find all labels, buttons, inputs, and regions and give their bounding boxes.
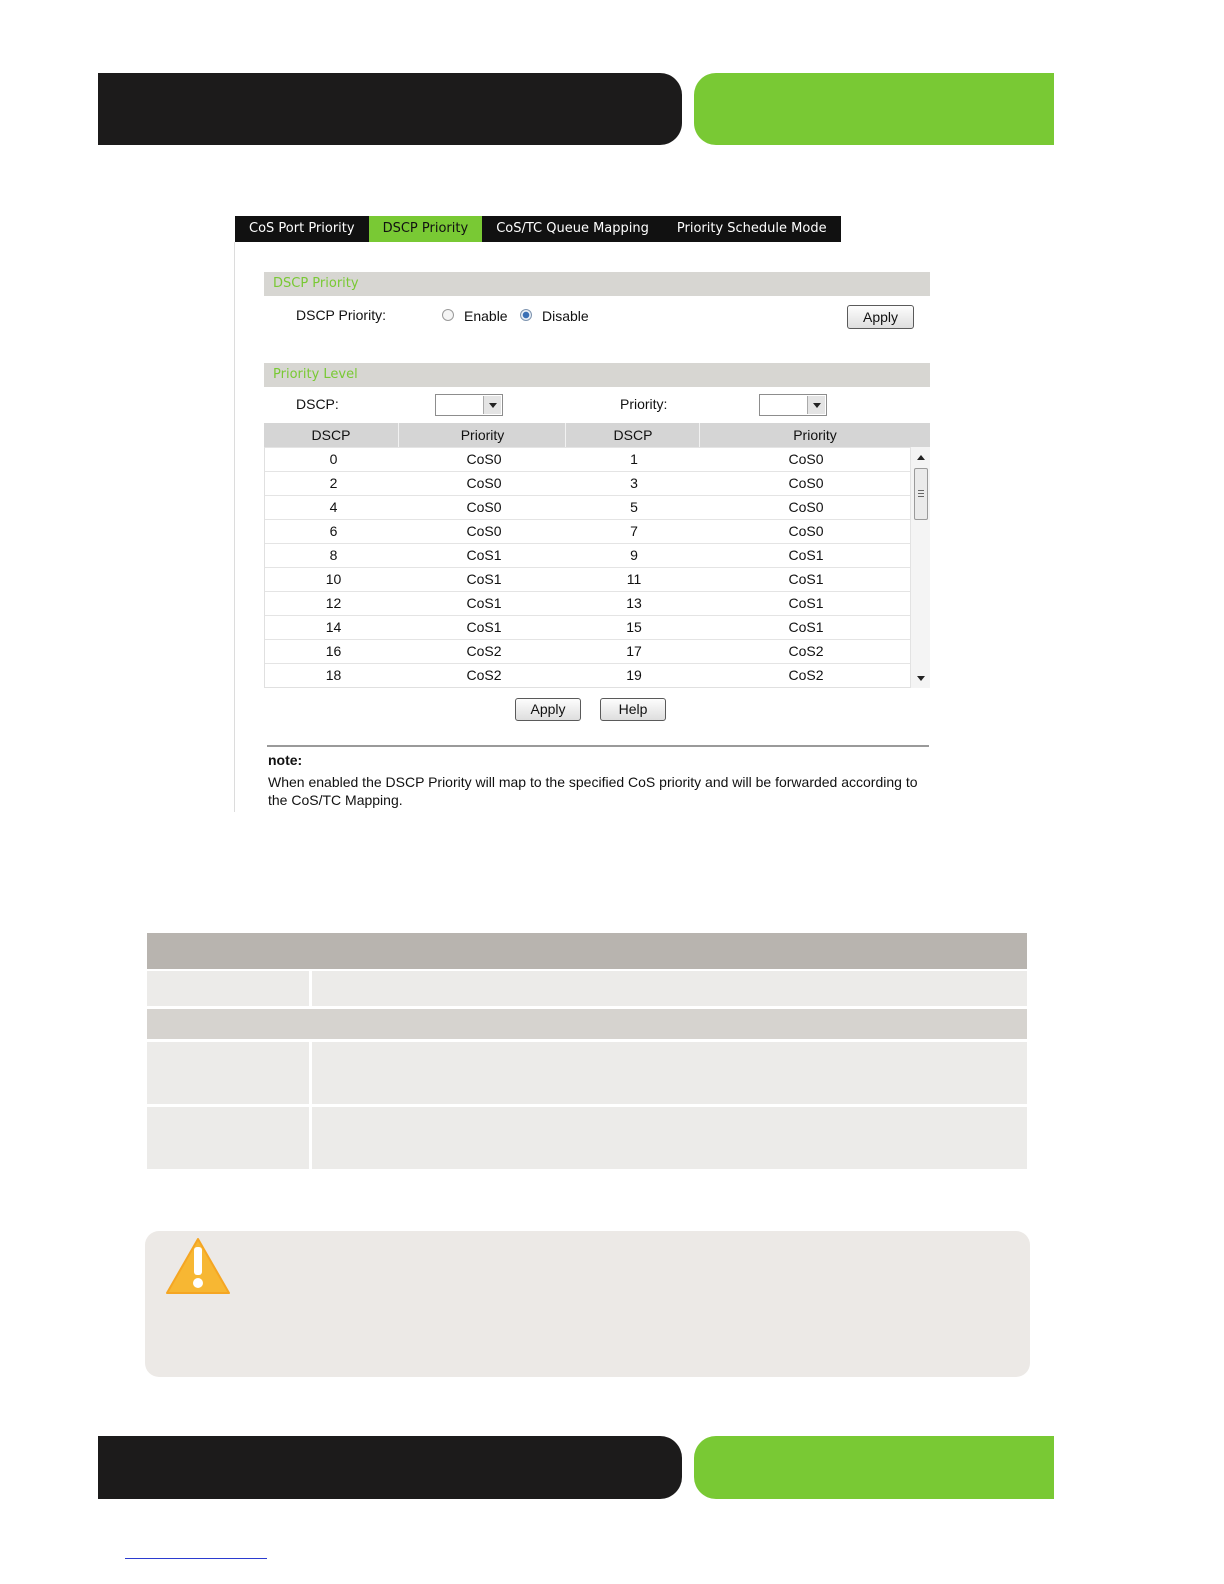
cell-dscp: 14 [325,619,342,635]
table-apply-button[interactable]: Apply [515,698,581,721]
table-row[interactable] [265,567,910,591]
header-banner-dark [98,73,682,145]
help-button[interactable]: Help [600,698,666,721]
cell-dscp: 0 [329,451,338,467]
dscp-table-body [264,447,910,688]
header-priority-2: Priority [793,427,837,443]
tab-cos-port-priority[interactable]: CoS Port Priority [249,221,355,236]
grip-line [918,490,924,491]
cell-dscp: 16 [325,643,342,659]
priority-select[interactable] [759,394,827,416]
grip-line [918,496,924,497]
cell-priority: CoS0 [466,523,502,539]
priority-select-label: Priority: [620,396,668,412]
enable-radio[interactable] [442,309,454,321]
cell-priority: CoS2 [788,667,824,683]
dscp-select-label: DSCP: [296,396,339,412]
cell-priority: CoS2 [466,667,502,683]
cell-priority: CoS1 [788,571,824,587]
table-scrollbar[interactable] [910,447,930,688]
cell-priority: CoS1 [788,619,824,635]
cell-priority: CoS1 [788,547,824,563]
chevron-down-icon[interactable] [483,396,501,414]
description-cell-value [312,1042,1027,1104]
footer-banner-dark [98,1436,682,1499]
cell-dscp: 18 [325,667,342,683]
cell-dscp: 5 [630,499,638,515]
disable-radio-label[interactable]: Disable [542,308,589,324]
tab-dscp-priority[interactable]: DSCP Priority [369,216,483,242]
description-cell-value [312,1107,1027,1169]
description-cell-label [147,1042,309,1104]
footer-link-underline[interactable] [125,1558,267,1559]
cell-dscp: 8 [329,547,338,563]
description-cell-value [312,971,1027,1006]
header-dscp-1: DSCP [311,427,351,443]
cell-priority: CoS0 [788,499,824,515]
footer-banner-green [694,1436,1054,1499]
dscp-priority-label: DSCP Priority: [296,307,386,323]
header-priority-1: Priority [460,427,505,443]
cell-priority: CoS1 [466,571,502,587]
cell-priority: CoS1 [788,595,824,611]
table-row[interactable] [265,591,910,615]
description-cell-label [147,1107,309,1169]
table-row[interactable] [265,519,910,543]
cell-dscp: 11 [626,571,642,587]
cell-dscp: 2 [329,475,338,491]
tab-cos-tc-queue-mapping[interactable]: CoS/TC Queue Mapping [496,221,649,236]
cell-priority: CoS0 [466,499,502,515]
cell-priority: CoS2 [466,643,502,659]
cell-priority: CoS0 [466,451,502,467]
cell-dscp: 3 [630,475,638,491]
description-table-header [147,933,1027,969]
note-text: When enabled the DSCP Priority will map to the specified CoS priority and will be forwarded according to the CoS/TC Mapping. [268,774,918,808]
note-divider [267,745,929,747]
cell-priority: CoS1 [466,547,502,563]
table-row[interactable] [265,495,910,519]
description-subheader [147,1009,1027,1039]
dscp-select[interactable] [435,394,503,416]
warning-box [145,1231,1030,1377]
cell-dscp: 6 [329,523,338,539]
cell-dscp: 9 [630,547,638,563]
dscp-table-header [264,423,930,447]
scroll-up-icon[interactable] [917,455,925,460]
scroll-thumb[interactable] [914,468,928,520]
chevron-down-icon[interactable] [807,396,825,414]
table-row[interactable] [265,639,910,663]
table-row[interactable] [265,447,910,471]
cell-priority: CoS2 [788,643,824,659]
cell-dscp: 15 [626,619,642,635]
description-cell-label [147,971,309,1006]
cell-priority: CoS0 [788,475,824,491]
table-row[interactable] [265,615,910,639]
cell-dscp: 7 [630,523,638,539]
cell-priority: CoS0 [788,451,824,467]
cell-priority: CoS1 [466,619,502,635]
table-row[interactable] [265,471,910,495]
note-title: note: [268,752,303,768]
table-row[interactable] [265,663,910,687]
enable-radio-label[interactable]: Enable [464,308,508,324]
warning-icon [165,1237,231,1295]
frame-divider [234,242,235,812]
cell-priority: CoS0 [466,475,502,491]
header-banner-green [694,73,1054,145]
grip-line [918,493,924,494]
cell-priority: CoS1 [466,595,502,611]
cell-dscp: 1 [630,451,638,467]
cell-priority: CoS0 [788,523,824,539]
disable-radio[interactable] [520,309,532,321]
cell-dscp: 13 [626,595,642,611]
cell-dscp: 12 [325,595,342,611]
cell-dscp: 4 [329,499,338,515]
cell-dscp: 17 [626,643,642,659]
tab-bar [235,216,841,242]
cell-dscp: 19 [626,667,642,683]
tab-priority-schedule-mode[interactable]: Priority Schedule Mode [676,221,827,236]
dscp-priority-section-title: DSCP Priority [264,272,930,296]
priority-level-section-title: Priority Level [264,363,930,387]
dscp-apply-button[interactable]: Apply [847,305,914,329]
header-dscp-2: DSCP [613,427,653,443]
cell-dscp: 10 [325,571,342,587]
table-row[interactable] [265,543,910,567]
scroll-down-icon[interactable] [917,676,925,681]
